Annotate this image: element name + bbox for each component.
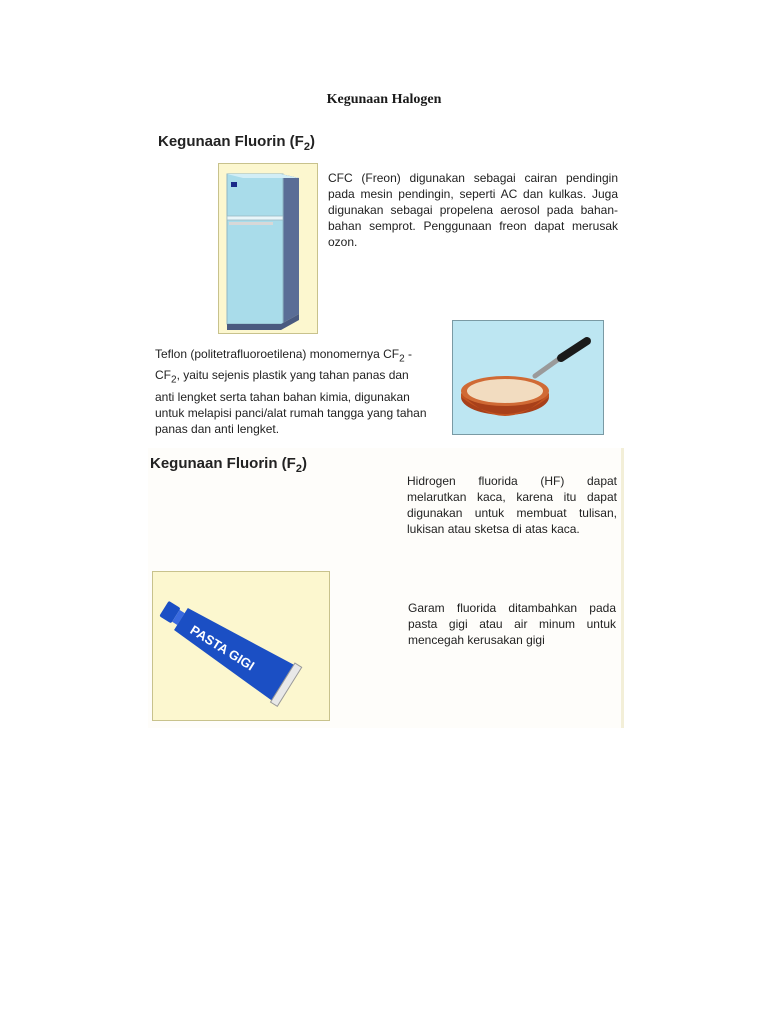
- hf-paragraph: Hidrogen fluorida (HF) dapat melarutkan kaca, karena itu dapat digunakan untuk membuat tulisan, lukisan atau sketsa di atas kaca.: [407, 474, 617, 536]
- teflon-text-start: Teflon (politetrafluoroetilena) monomernya CF: [155, 347, 400, 361]
- section2-heading-text: Kegunaan Fluorin (F: [150, 455, 296, 472]
- teflon-subscript-1: 2: [399, 353, 405, 365]
- frying-pan-icon: [453, 321, 603, 434]
- teflon-text-rest: , yaitu sejenis plastik yang tahan panas dan anti lengket serta tahan bahan kimia, digunakan untuk melapisi panci/alat rumah tangga yang tahan panas dan anti lengket.: [155, 368, 427, 436]
- fluorida-paragraph: Garam fluorida ditambahkan pada pasta gigi atau air minum untuk mencegah kerusakan gigi: [408, 601, 616, 647]
- fridge-icon: [219, 164, 317, 333]
- section1-heading: [158, 133, 315, 153]
- section1-heading-subscript: 2: [303, 141, 310, 153]
- section1-heading-text: Kegunaan Fluorin (F: [158, 133, 304, 150]
- section1-heading-close: ): [309, 133, 315, 150]
- toothpaste-illustration: [152, 571, 330, 721]
- section2-heading-subscript: 2: [295, 463, 302, 475]
- teflon-subscript-2: 2: [171, 374, 177, 386]
- section2-edge: [621, 448, 624, 728]
- page-title: Kegunaan Halogen: [326, 92, 442, 107]
- cfc-paragraph: CFC (Freon) digunakan sebagai cairan pendingin pada mesin pendingin, seperti AC dan kulkas. Juga digunakan sebagai propelena aerosol pada bahan-bahan semprot. Penggunaan freon dapat merusak ozon.: [328, 171, 618, 249]
- teflon-paragraph: [155, 346, 430, 437]
- section2-heading: [150, 455, 307, 475]
- toothpaste-tube-icon: [153, 572, 329, 720]
- pan-illustration: [452, 320, 604, 435]
- fridge-illustration: [218, 163, 318, 334]
- section2-heading-close: ): [301, 455, 307, 472]
- teflon-text-mid: -CF: [155, 347, 413, 383]
- tube-label: PASTA GIGI: [187, 622, 258, 674]
